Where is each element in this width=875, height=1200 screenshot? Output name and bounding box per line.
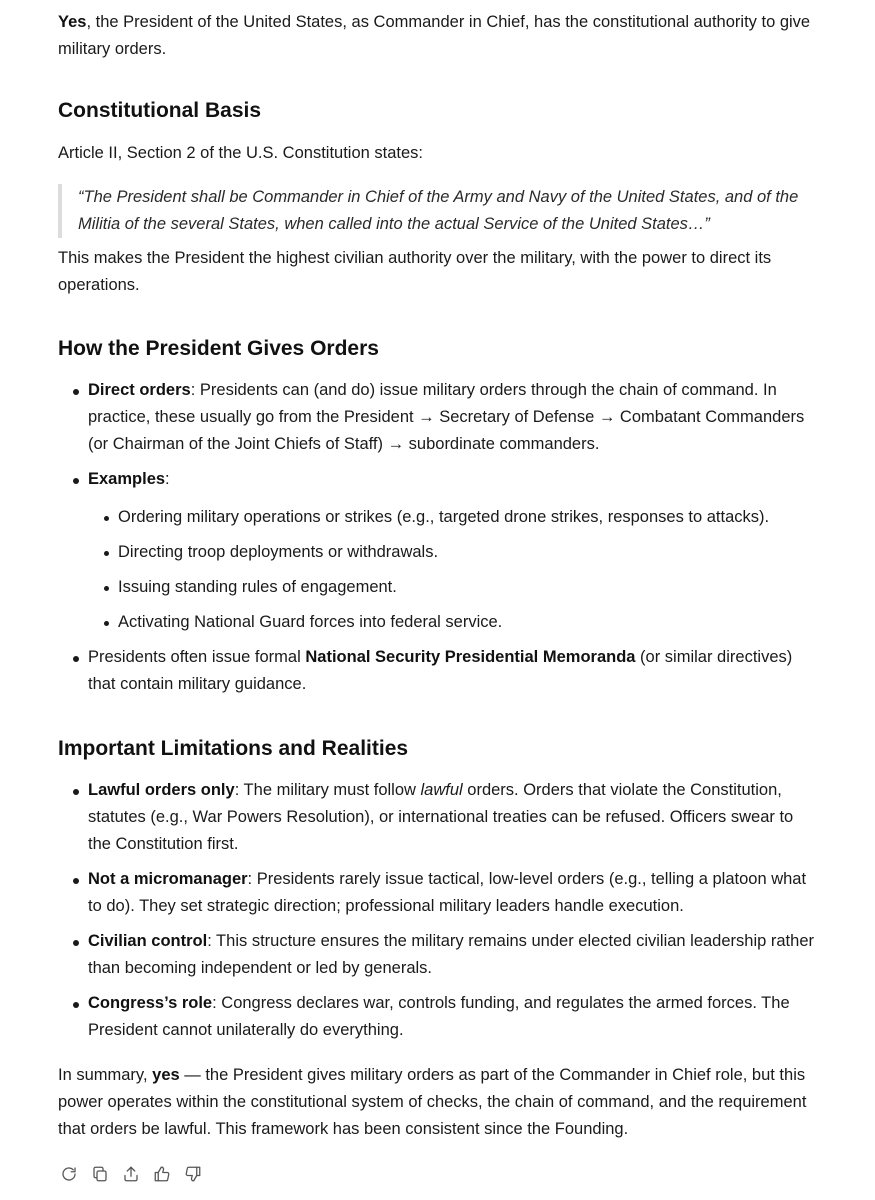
list-item-memoranda (58, 644, 818, 698)
heading-how-president-gives-orders: How the President Gives Orders (58, 337, 379, 360)
thumbs-up-icon (153, 1165, 171, 1183)
summary-bold: yes (152, 1066, 180, 1084)
regenerate-button[interactable] (60, 1165, 78, 1183)
list-item-micromanager (58, 866, 818, 920)
list-item-bold: Examples (88, 470, 166, 488)
intro-bold: Yes (58, 13, 87, 31)
list-item-text: : Congress declares war, controls funding, and regulates the armed forces. The President cannot unilaterally do everything. (88, 994, 790, 1039)
copy-button[interactable] (91, 1165, 109, 1183)
share-button[interactable] (122, 1165, 140, 1183)
basis-after: This makes the President the highest civilian authority over the military, with the power to direct its operations. (58, 249, 772, 294)
summary-paragraph (58, 1062, 818, 1143)
list-item-bold: National Security Presidential Memoranda (305, 648, 636, 666)
list-item-text: : This structure ensures the military remains under elected civilian leadership rather than becoming independent or led by generals. (88, 932, 814, 977)
list-item-bold: Civilian control (88, 932, 208, 950)
list-item-text: : The military must follow (234, 781, 421, 799)
examples-sublist (88, 504, 818, 636)
constitution-quote: “The President shall be Commander in Chief of the Army and Navy of the United States, and of the Militia of the several States, when called into the actual Service of the United States…” (58, 184, 818, 238)
list-item-text: : (165, 470, 170, 488)
limits-list (58, 777, 818, 1044)
thumbs-up-button[interactable] (153, 1165, 171, 1183)
heading-constitutional-basis: Constitutional Basis (58, 99, 262, 122)
basis-lead: Article II, Section 2 of the U.S. Constitution states: (58, 144, 424, 162)
sub-list-item: Ordering military operations or strikes (e.g., targeted drone strikes, responses to attacks). (88, 504, 818, 531)
regenerate-icon (60, 1165, 78, 1183)
list-item-lawful-orders (58, 777, 818, 858)
response-actions (60, 1165, 818, 1183)
list-item-examples (58, 466, 818, 636)
sub-list-item: Directing troop deployments or withdrawals. (88, 539, 818, 566)
intro-text: , the President of the United States, as Commander in Chief, has the constitutional authority to give military orders. (58, 13, 811, 58)
list-item-text: : Presidents can (and do) issue military orders through the chain of command. In practice, these usually go from the President → Secretary of Defense → Combatant Commanders (or Chairman of the Joint Chiefs of Staff) → subordinate commanders. (88, 381, 805, 453)
list-item-bold: Congress’s role (88, 994, 213, 1012)
list-item-bold: Direct orders (88, 381, 191, 399)
list-item-text: (or similar directives) that contain military guidance. (88, 648, 793, 693)
how-list (58, 377, 818, 698)
list-item-bold: Lawful orders only (88, 781, 235, 799)
share-icon (122, 1165, 140, 1183)
thumbs-down-button[interactable] (184, 1165, 202, 1183)
thumbs-down-icon (184, 1165, 202, 1183)
list-item-text: orders. Orders that violate the Constitution, statutes (e.g., War Powers Resolution), or international treaties can be refused. Officers swear to the Constitution first. (88, 781, 794, 853)
summary-text: In summary, (58, 1066, 153, 1084)
copy-icon (91, 1165, 109, 1183)
list-item-congress-role (58, 990, 818, 1044)
list-item-text: Presidents often issue formal (88, 648, 306, 666)
list-item-text: : Presidents rarely issue tactical, low-level orders (e.g., telling a platoon what to do). They set strategic direction; professional military leaders handle execution. (88, 870, 807, 915)
summary-text: — the President gives military orders as part of the Commander in Chief role, but this power operates within the constitutional system of checks, the chain of command, and the requirement that orders be lawful. This framework has been consistent since the Founding. (58, 1066, 807, 1138)
sub-list-item: Activating National Guard forces into federal service. (88, 609, 818, 636)
list-item-civilian-control (58, 928, 818, 982)
intro-paragraph (58, 0, 818, 63)
list-item-direct-orders (58, 377, 818, 458)
list-item-italic: lawful (420, 781, 463, 799)
list-item-bold: Not a micromanager (88, 870, 248, 888)
sub-list-item: Issuing standing rules of engagement. (88, 574, 818, 601)
heading-important-limitations: Important Limitations and Realities (58, 737, 409, 760)
